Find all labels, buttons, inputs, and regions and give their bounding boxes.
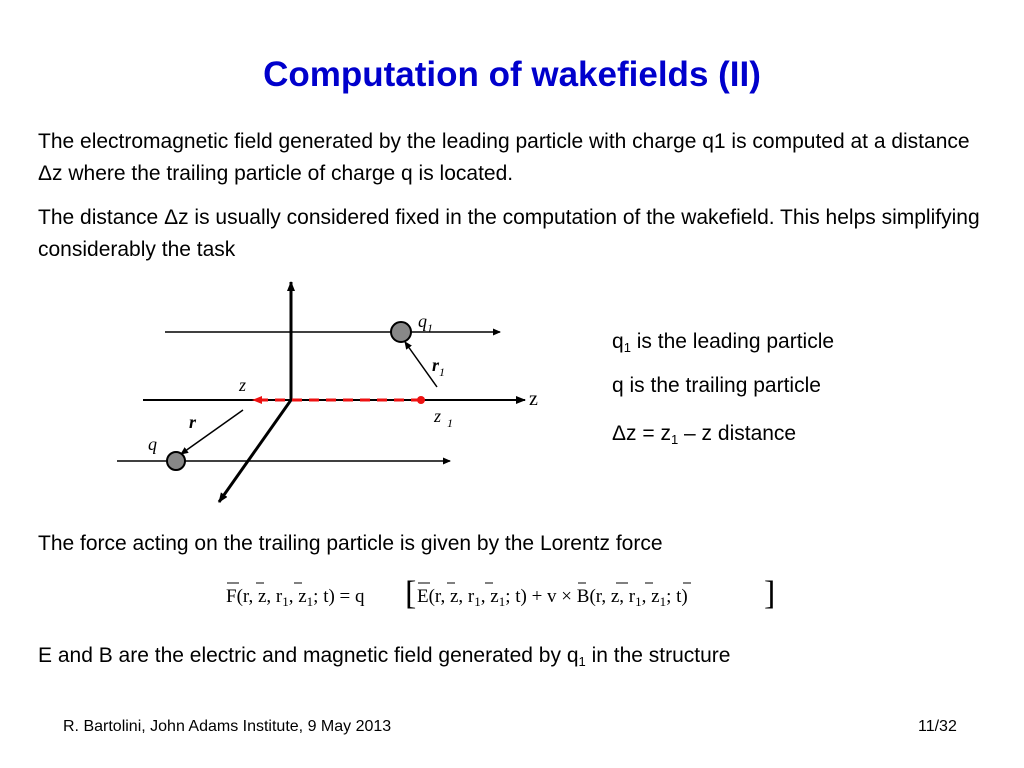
label-z1: z $_1$ — [434, 406, 454, 430]
paragraph-field-generation: The electromagnetic field generated by the leading particle with charge q1 is computed at a distance Δz where the trailing particle of charge q is located. — [38, 130, 970, 185]
svg-text:[: [ — [405, 575, 417, 612]
footer-author: R. Bartolini, John Adams Institute, 9 May 2013 — [63, 718, 392, 735]
note-leading-particle: $q_1$ is the leading particle — [612, 330, 835, 355]
svg-text:]: ] — [764, 575, 776, 612]
label-z-axis: z — [529, 388, 538, 410]
slide-title: Computation of wakefields (II) — [263, 55, 761, 94]
formula-text: F(r, z, $r_1$, $z_1$; t) = q — [226, 586, 365, 609]
paragraph-fixed-distance: The distance Δz is usually considered fixed in the computation of the wakefield. This helps simplifying considerably the task — [38, 206, 980, 261]
label-z: z — [239, 375, 247, 395]
diagonal-axis — [219, 400, 291, 502]
label-r1: $r_1$ — [432, 355, 446, 379]
trailing-particle-q — [167, 452, 185, 470]
svg-text:E(r, z, r1, z1; t) + v × B(r,: E(r, z, $r_1$, $z_1$; t) + v × B(r, z, $r_1$, $z_1$; t) — [417, 586, 688, 609]
z1-point — [417, 396, 425, 404]
paragraph-lorentz-force: The force acting on the trailing particle is given by the Lorentz force — [38, 532, 663, 555]
paragraph-fields-description: E and B are the electric and magnetic field generated by $q_1$ in the structure — [38, 644, 731, 669]
label-q: q — [148, 434, 157, 454]
note-delta-z: $\Delta z = z_1 - z$ distance — [612, 422, 797, 447]
lorentz-force-formula — [222, 572, 792, 614]
footer-page-number: 11/32 — [918, 718, 957, 735]
label-q1: $q_1$ — [418, 311, 433, 335]
label-r: r — [189, 412, 197, 432]
leading-particle-q1 — [391, 322, 411, 342]
note-trailing-particle: q is the trailing particle — [612, 374, 821, 397]
wakefield-geometry-diagram — [105, 270, 565, 515]
